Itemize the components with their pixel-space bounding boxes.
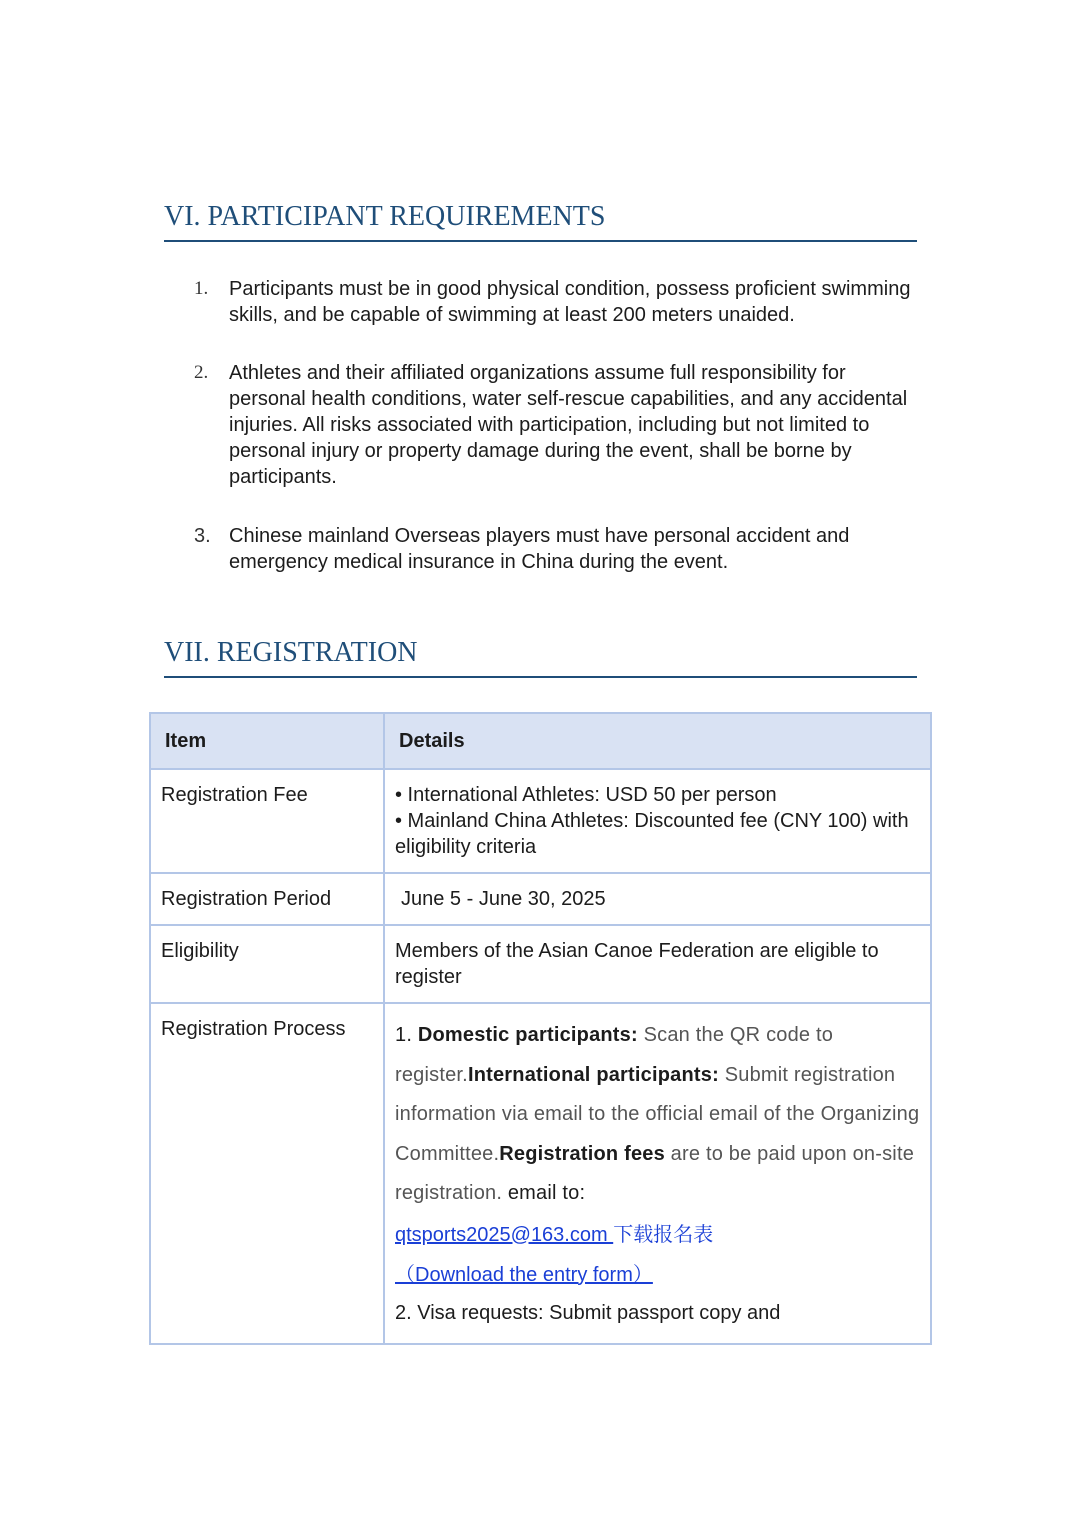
table-row xyxy=(150,873,931,925)
column-header-details: Details xyxy=(384,713,931,769)
international-text: Submit registration information via email to the official email of the Organizing Committee. xyxy=(395,1063,920,1165)
domestic-text: Scan the QR code to register. xyxy=(395,1024,834,1086)
download-form-link-cn[interactable]: 下载报名表 xyxy=(613,1221,714,1246)
download-line xyxy=(395,1255,920,1295)
registration-table xyxy=(149,712,932,1345)
table-header-row xyxy=(150,713,931,769)
cell-details xyxy=(384,873,931,925)
cell-details xyxy=(384,1003,931,1344)
requirements-list xyxy=(194,276,920,575)
list-item-text: Athletes and their affiliated organizations assume full responsibility for personal health conditions, water self-rescue capabilities, and any accidental injuries. All risks associated with participation, including but not limited to personal injury or property damage during the event, shall be borne by participants. xyxy=(229,362,908,488)
fees-text: are to be paid upon on-site registration. xyxy=(395,1142,915,1204)
fee-international: • International Athletes: USD 50 per person xyxy=(395,784,777,806)
cell-item: Eligibility xyxy=(150,925,384,1003)
step-number: 1. xyxy=(395,1024,418,1046)
list-number: 3. xyxy=(194,525,211,547)
email-link[interactable]: qtsports2025@163.com xyxy=(395,1223,614,1246)
cell-item: Registration Fee xyxy=(150,769,384,873)
process-step-1 xyxy=(395,1016,920,1214)
list-item xyxy=(194,523,920,575)
column-header-item: Item xyxy=(150,713,384,769)
links-line xyxy=(395,1214,920,1255)
section-heading-registration: VII. REGISTRATION xyxy=(164,636,917,678)
list-item-text: Participants must be in good physical condition, possess proficient swimming skills, and be capable of swimming at least 200 meters unaided. xyxy=(229,278,911,326)
fees-label: Registration fees xyxy=(499,1142,665,1165)
cell-item: Registration Process xyxy=(150,1003,384,1344)
list-item xyxy=(194,276,920,328)
international-label: International participants: xyxy=(467,1063,719,1086)
table-row xyxy=(150,925,931,1003)
list-number: 2. xyxy=(194,362,209,383)
cell-details xyxy=(384,769,931,873)
cell-item: Registration Period xyxy=(150,873,384,925)
list-item-text: Chinese mainland Overseas players must have personal accident and emergency medical insurance in China during the event. xyxy=(229,525,850,573)
period-text: June 5 - June 30, 2025 xyxy=(401,888,606,910)
process-step-2: 2. Visa requests: Submit passport copy and xyxy=(395,1301,781,1324)
fee-mainland: • Mainland China Athletes: Discounted fee (CNY 100) with eligibility criteria xyxy=(395,810,909,858)
section-heading-participant-requirements: VI. PARTICIPANT REQUIREMENTS xyxy=(164,200,917,242)
download-entry-form-link[interactable]: （Download the entry form） xyxy=(395,1263,653,1286)
domestic-label: Domestic participants: xyxy=(417,1024,638,1046)
table-row xyxy=(150,1003,931,1344)
cell-details: Members of the Asian Canoe Federation are eligible to register xyxy=(384,925,931,1003)
table-row xyxy=(150,769,931,873)
list-item xyxy=(194,360,920,490)
email-label: email to: xyxy=(502,1182,586,1204)
list-number: 1. xyxy=(194,278,209,299)
